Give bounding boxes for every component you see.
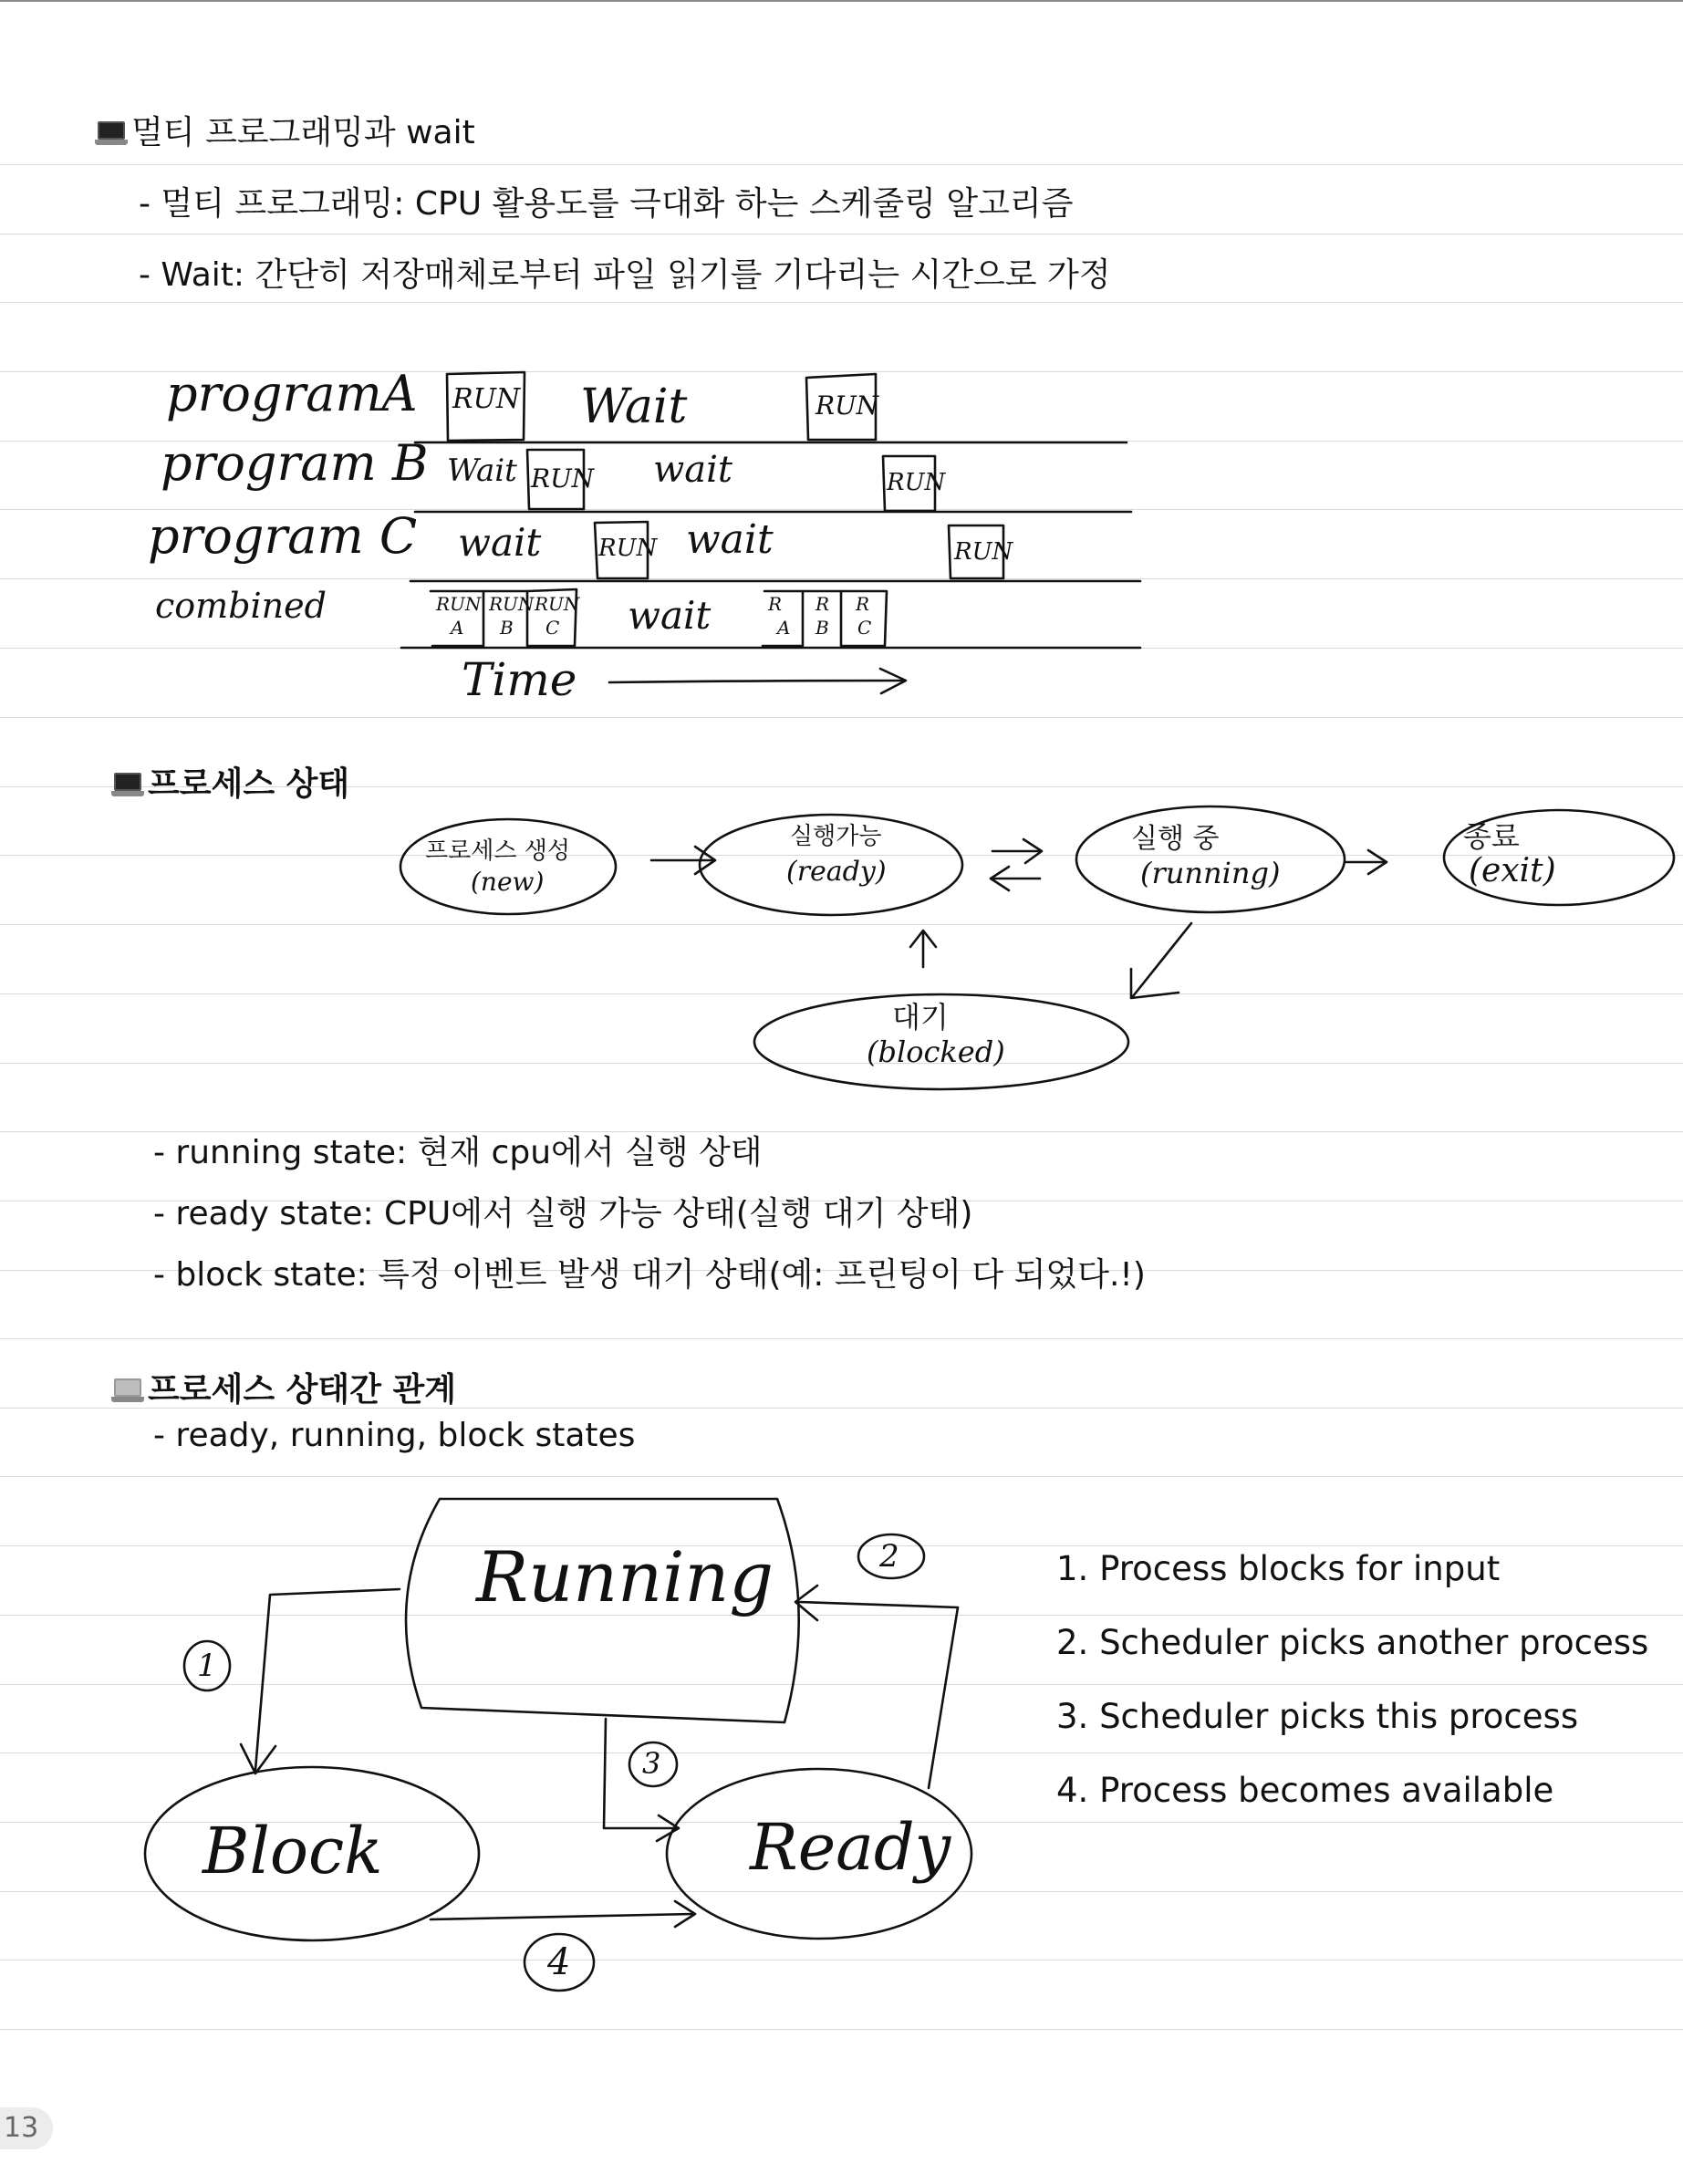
bullet-wait: - Wait: 간단히 저장매체로부터 파일 읽기를 기다리는 시간으로 가정 (139, 256, 1111, 294)
state-ready-label: 실행가능 (790, 823, 882, 850)
combined-run-2: RUN (489, 593, 535, 615)
time-label: Time (462, 653, 577, 706)
bullet-block-state: - block state: 특정 이벤트 발생 대기 상태(예: 프린팅이 다 되었다.!) (153, 1256, 1146, 1294)
combined-r-label-b: B (816, 617, 829, 639)
bullet-ready-state: - ready state: CPU에서 실행 가능 상태(실행 대기 상태) (153, 1195, 973, 1232)
combined-run-1: RUN (436, 593, 482, 615)
wait-b2: wait (653, 449, 732, 491)
combined-r-3: R (856, 593, 870, 615)
combined-label-a: A (451, 617, 464, 639)
state-running-en: (running) (1140, 856, 1281, 890)
row-label-program-a: programA (166, 365, 418, 422)
state-exit-label: 종료 (1463, 819, 1520, 854)
wait-c2: wait (686, 516, 774, 563)
combined-run-3: RUN (535, 593, 580, 615)
combined-r-2: R (816, 593, 830, 615)
combined-label-b: B (500, 617, 514, 639)
legend-item-1: 1. Process blocks for input (1056, 1549, 1501, 1588)
combined-r-label-c: C (857, 617, 872, 639)
heading-text: 프로세스 상태간 관계 (148, 1371, 457, 1409)
node-running: Running (476, 1536, 774, 1617)
legend-item-4: 4. Process becomes available (1056, 1771, 1554, 1810)
state-new-label: 프로세스 생성 (425, 837, 570, 865)
row-label-program-b: program B (161, 434, 429, 492)
state-running-label: 실행 중 (1131, 823, 1220, 855)
wait-a: Wait (580, 380, 688, 434)
state-blocked-label: 대기 (892, 1000, 949, 1035)
legend-item-3: 3. Scheduler picks this process (1056, 1697, 1579, 1736)
combined-wait: wait (628, 593, 712, 638)
mark-4: 4 (547, 1941, 571, 1983)
run-a2: RUN (816, 390, 879, 421)
node-ready: Ready (750, 1810, 951, 1885)
run-b2: RUN (887, 469, 946, 496)
run-a1: RUN (452, 383, 521, 415)
run-b1: RUN (531, 463, 595, 494)
combined-r-1: R (768, 593, 783, 615)
state-ready-en: (ready) (786, 856, 887, 888)
combined-r-label-a: A (777, 617, 791, 639)
run-c2: RUN (954, 538, 1013, 566)
run-c1: RUN (598, 535, 658, 562)
row-label-program-c: program C (148, 507, 418, 565)
wait-c1: wait (458, 520, 542, 565)
node-block: Block (203, 1814, 383, 1888)
combined-label-c: C (545, 617, 560, 639)
heading-text: 프로세스 상태 (148, 765, 350, 803)
bullet-multiprogramming: - 멀티 프로그래밍: CPU 활용도를 극대화 하는 스케줄링 알고리즘 (139, 185, 1074, 223)
mark-1: 1 (197, 1648, 217, 1684)
subtitle-states: - ready, running, block states (153, 1417, 636, 1454)
wait-b1: Wait (447, 452, 517, 489)
legend-item-2: 2. Scheduler picks another process (1056, 1623, 1649, 1662)
state-blocked-en: (blocked) (867, 1035, 1005, 1069)
state-new-en: (new) (471, 867, 545, 897)
mark-2: 2 (879, 1538, 899, 1575)
bullet-running-state: - running state: 현재 cpu에서 실행 상태 (153, 1134, 763, 1171)
page-number-badge: 13 (0, 2107, 53, 2149)
heading-text: 멀티 프로그래밍과 wait (131, 114, 475, 151)
state-exit-en: (exit) (1469, 852, 1556, 889)
row-label-combined: combined (155, 586, 327, 626)
mark-3: 3 (642, 1746, 661, 1781)
